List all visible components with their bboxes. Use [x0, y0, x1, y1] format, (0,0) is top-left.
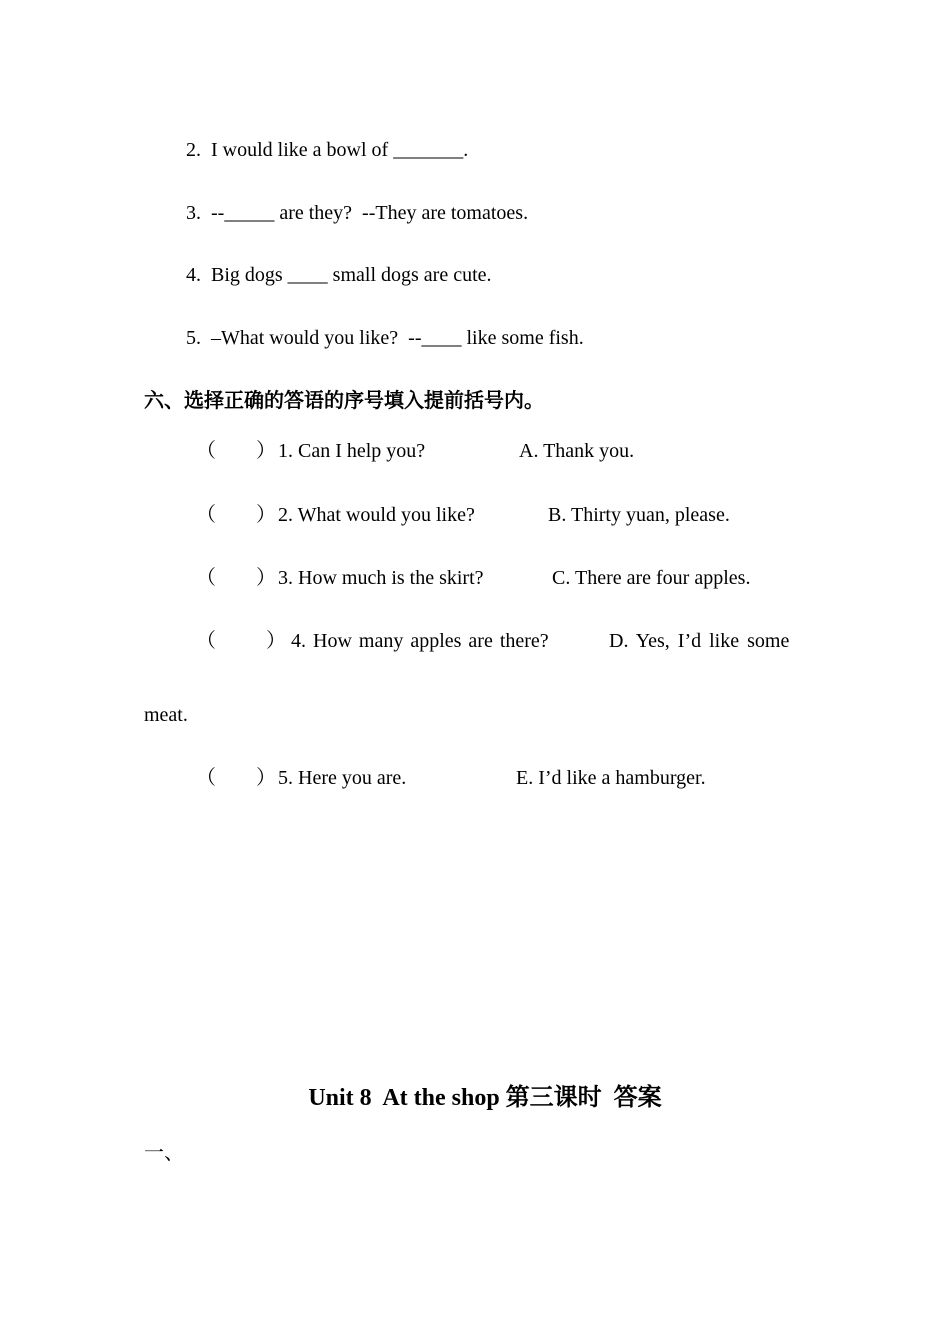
answer-paren: （ ）: [196, 767, 276, 789]
answer-paren: （ ）: [196, 440, 276, 462]
answer-option: D. Yes, I’d like some: [609, 630, 790, 652]
fill-blank-2: 2. I would like a bowl of _______.: [186, 139, 469, 161]
question-text: 3. How much is the skirt?: [278, 567, 484, 589]
fill-blank-5: 5. –What would you like? --____ like some fish.: [186, 327, 584, 349]
answer-option: A. Thank you.: [519, 440, 635, 462]
wrapped-text: meat.: [144, 704, 188, 726]
answer-option: B. Thirty yuan, please.: [548, 504, 730, 526]
fill-blank-3: 3. --_____ are they? --They are tomatoes.: [186, 202, 529, 224]
answer-paren: （ ）: [196, 630, 286, 652]
fill-blank-4: 4. Big dogs ____ small dogs are cute.: [186, 264, 492, 286]
answer-paren: （ ）: [196, 567, 276, 589]
question-text: 1. Can I help you?: [278, 440, 426, 462]
answer-paren: （ ）: [196, 504, 276, 526]
question-text: 2. What would you like?: [278, 504, 475, 526]
answers-title: Unit 8 At the shop 第三课时 答案: [308, 1085, 662, 1111]
section-6-heading: 六、选择正确的答语的序号填入提前括号内。: [144, 390, 544, 412]
answer-option: C. There are four apples.: [552, 567, 751, 589]
answer-option: E. I’d like a hamburger.: [516, 767, 706, 789]
question-text: 4. How many apples are there?: [291, 630, 549, 652]
question-text: 5. Here you are.: [278, 767, 407, 789]
answers-section-1: 一、: [144, 1142, 184, 1164]
